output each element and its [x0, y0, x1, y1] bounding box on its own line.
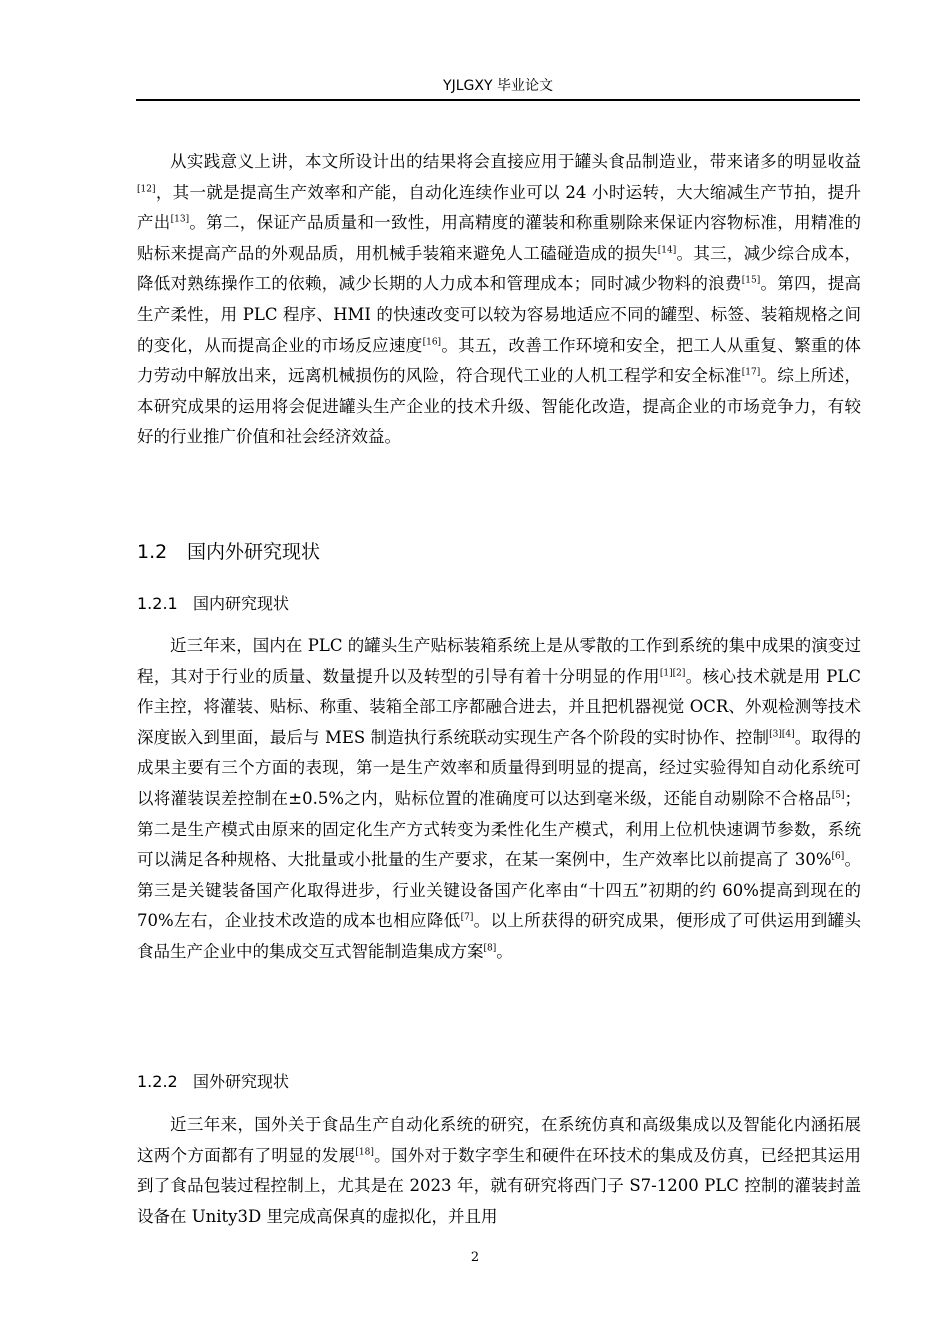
page-number: 2: [470, 1250, 480, 1265]
text-run: 近三年来，国内在 PLC 的罐头生产贴标装箱系统上是从零散的工作到系统的集中成果的演变过程，其对于行业的质量、数量提升以及转型的引导有着十分明显的作用: [137, 636, 861, 686]
text-run: 。第三是关键装备国产化取得进步，行业关键设备国产化率由“十四五”初期的约 60%提高到现在的 70%左右，企业技术改造的成本也相应降低: [137, 850, 862, 931]
subsection-number: 1.2.2: [137, 1072, 178, 1091]
subsection-heading-1-2-2: [137, 1070, 289, 1094]
section-number: 1.2: [137, 541, 168, 563]
subsection-title: 国内研究现状: [193, 594, 290, 613]
text-run: ；第二是生产模式由原来的固定化生产方式转变为柔性化生产模式，利用上位机快速调节参数，系统可以满足各种规格、大批量或小批量的生产要求，在某一案例中，生产效率比以前提高了 30%: [137, 788, 861, 870]
running-header: YJLGXY 毕业论文: [443, 78, 553, 94]
citation-ref: [12]: [137, 184, 156, 195]
text-run: 。国外对于数字孪生和硬件在环技术的集成及仿真，已经把其运用到了食品包装过程控制上，尤其是在 2023 年，就有研究将西门子 S7-1200 PLC 控制的灌装封盖设备在 Unity3D 里完成高保真的虚拟化，并且用: [137, 1145, 862, 1226]
citation-ref: [5]: [831, 790, 845, 801]
text-run: 。: [496, 941, 513, 961]
paragraph-foreign-research: [137, 1110, 861, 1232]
citation-ref: [7]: [460, 912, 474, 923]
paragraph-domestic-research: [137, 631, 861, 968]
text-run: 。核心技术就是用 PLC 作主控，将灌装、贴标、称重、装箱全部工序都融合进去，并且把机器视觉 OCR、外观检测等技术深度嵌入到里面，最后与 MES 制造执行系统联动实现生产各个阶段的实时协作、控制: [137, 666, 861, 747]
paragraph-practical-significance: [137, 147, 861, 453]
text-run: 。其三，减少综合成本，降低对熟练操作工的依赖，减少长期的人力成本和管理成本；同时减少物料的浪费: [137, 243, 862, 294]
text-run: 近三年来，国外关于食品生产自动化系统的研究，在系统仿真和高级集成以及智能化内涵拓展这两个方面都有了明显的发展: [137, 1115, 861, 1165]
citation-ref: [13]: [170, 214, 190, 225]
citation-ref: [8]: [483, 943, 497, 954]
text-run: 。综上所述，本研究成果的运用将会促进罐头生产企业的技术升级、智能化改造，提高企业的市场竞争力，有较好的行业推广价值和社会经济效益。: [137, 366, 862, 447]
text-run: 。以上所获得的研究成果，便形成了可供运用到罐头食品生产企业中的集成交互式智能制造集成方案: [137, 911, 861, 961]
subsection-heading-1-2-1: [137, 592, 289, 616]
text-run: 。其五，改善工作环境和安全，把工人从重复、繁重的体力劳动中解放出来，远离机械损伤的风险，符合现代工业的人机工程学和安全标准: [137, 335, 862, 386]
header-rule: [136, 99, 860, 101]
citation-ref: [15]: [741, 275, 761, 286]
citation-ref: [14]: [657, 245, 677, 256]
citation-ref: [16]: [422, 337, 442, 348]
text-run: ，其一就是提高生产效率和产能，自动化连续作业可以 24 小时运转，大大缩减生产节拍，提升产出: [137, 182, 861, 233]
text-run: 从实践意义上讲，本文所设计出的结果将会直接应用于罐头食品制造业，带来诸多的明显收益: [170, 152, 861, 171]
text-run: 。第四，提高生产柔性，用 PLC 程序、HMI 的快速改变可以较为容易地适应不同的罐型、标签、装箱规格之间的变化，从而提高企业的市场反应速度: [137, 274, 862, 355]
citation-ref: [17]: [741, 367, 761, 378]
citation-ref: [18]: [355, 1147, 374, 1158]
section-heading-1-2: [137, 538, 320, 566]
citation-ref: [1][2]: [659, 668, 686, 679]
text-run: 。取得的成果主要有三个方面的表现，第一是生产效率和质量得到明显的提高，经过实验得知自动化系统可以将灌装误差控制在±0.5%之内，贴标位置的准确度可以达到毫米级，还能自动剔除不合格品: [137, 727, 862, 808]
citation-ref: [3][4]: [769, 729, 795, 740]
text-run: 。第二，保证产品质量和一致性，用高精度的灌装和称重剔除来保证内容物标准，用精准的贴标来提高产品的外观品质，用机械手装箱来避免人工磕碰造成的损失: [137, 213, 862, 263]
subsection-title: 国外研究现状: [193, 1072, 290, 1091]
subsection-number: 1.2.1: [137, 594, 178, 613]
citation-ref: [6]: [831, 851, 845, 862]
section-title: 国内外研究现状: [187, 541, 321, 563]
